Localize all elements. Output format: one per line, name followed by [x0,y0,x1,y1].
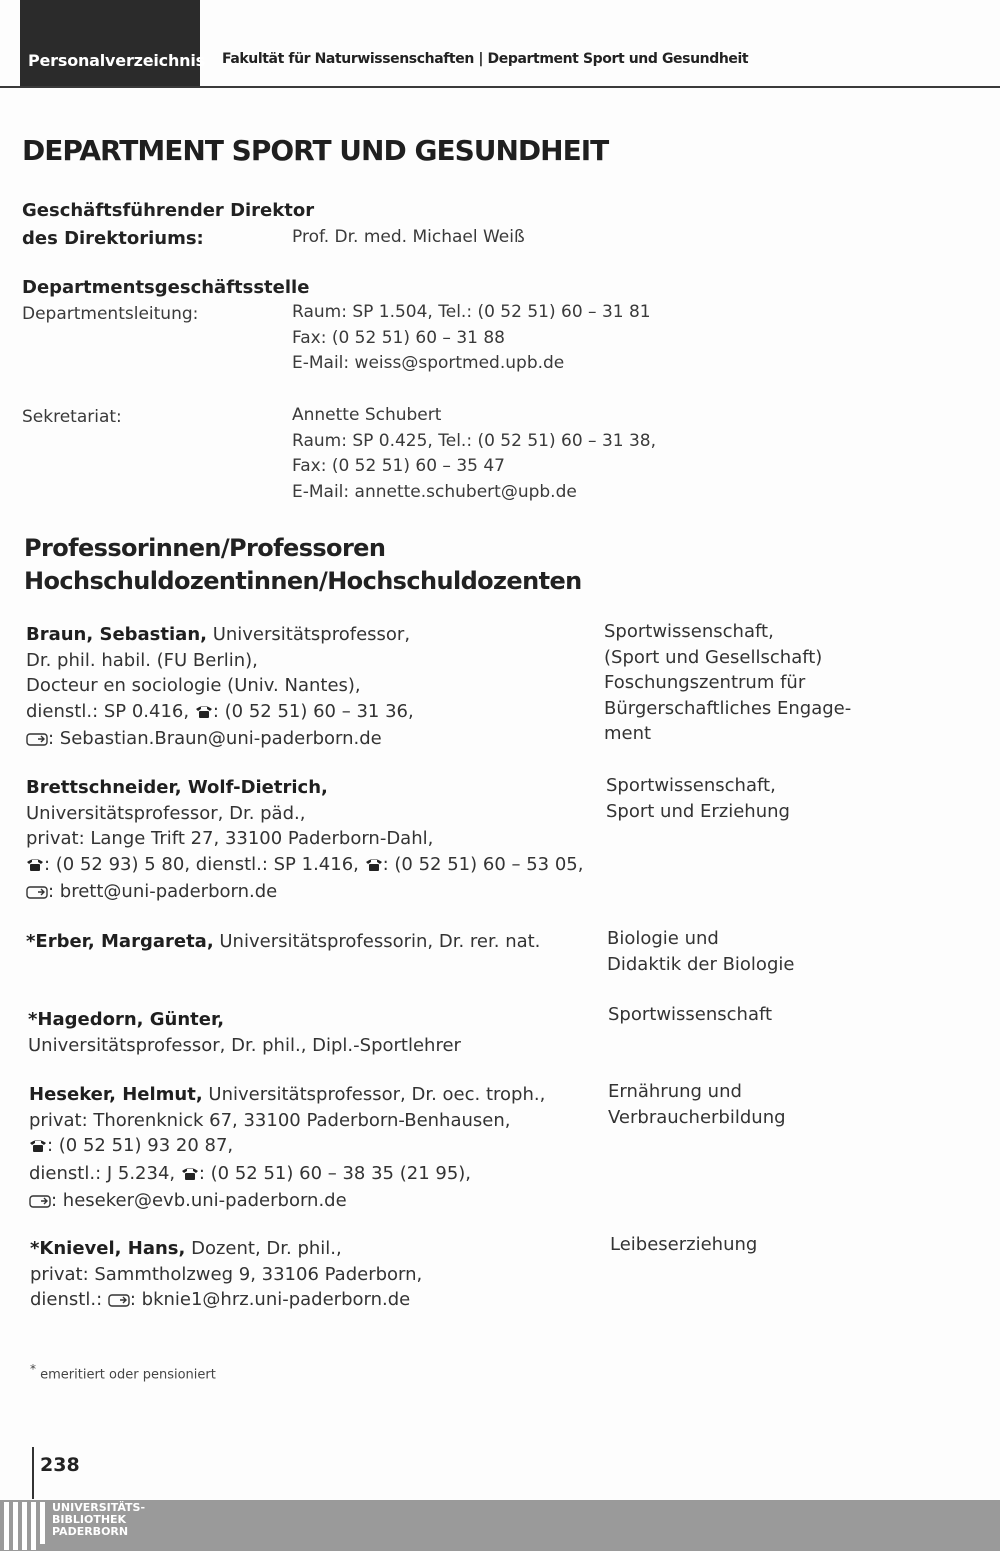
area-line: ment [604,723,652,745]
entry-name: Brettschneider, Wolf-Dietrich, [26,777,328,798]
phone-icon [181,1163,199,1189]
area-line: Didaktik der Biologie [607,953,795,975]
footnote-text: emeritiert oder pensioniert [40,1367,216,1383]
email-icon [26,881,48,907]
area-line: Leibeserziehung [610,1234,758,1255]
entry-name: *Hagedorn, Günter, [28,1009,225,1030]
footnote [30,1362,216,1382]
entry-knievel-area [610,1232,757,1258]
sekretariat-line: E-Mail: annette.schubert@upb.de [292,481,577,502]
section-heading-line2: Hochschuldozentinnen/Hochschuldozenten [24,567,582,595]
entry-phone: : (0 52 51) 60 – 38 35 (21 95), [198,1162,472,1184]
phone-icon [365,854,383,880]
entry-brettschneider-area [606,773,790,824]
sekretariat-line: Annette Schubert [292,405,442,425]
entry-erber [26,929,540,955]
email-icon [26,728,48,754]
email-icon [108,1289,130,1315]
director-name: Prof. Dr. med. Michael Weiß [292,227,525,247]
entry-line: privat: Thorenknick 67, 33100 Paderborn-Benhausen, [29,1109,511,1131]
email-icon [29,1190,51,1216]
page-number-rule [32,1447,34,1499]
footer-bar [0,1500,1000,1551]
library-logo-line: UNIVERSITÄTS- [52,1501,146,1514]
sekretariat-label: Sekretariat: [22,407,122,427]
library-logo-icon [4,1502,48,1550]
area-line: Sportwissenschaft, [604,621,774,642]
entry-title: Universitätsprofessorin, Dr. rer. nat. [213,931,541,952]
entry-office: dienstl.: SP 0.416, [26,700,195,722]
entry-line: Universitätsprofessor, Dr. päd., [26,802,306,824]
area-line: Biologie und [607,928,719,949]
entry-name: Heseker, Helmut, [29,1084,203,1105]
entry-name: *Erber, Margareta, [26,931,214,952]
entry-email: : brett@uni-paderborn.de [48,881,278,903]
area-line: (Sport und Gesellschaft) [604,646,823,668]
entry-heseker [29,1082,545,1216]
area-line: Sport und Erziehung [606,800,790,822]
entry-title: Dozent, Dr. phil., [185,1238,342,1259]
entry-office: dienstl.: [30,1289,108,1311]
area-line: Ernährung und [608,1081,742,1102]
library-logo-text [52,1502,145,1538]
header-divider [0,86,1000,88]
page-number: 238 [40,1454,80,1476]
leitung-line: E-Mail: weiss@sportmed.upb.de [292,353,565,373]
entry-line: Dr. phil. habil. (FU Berlin), [26,649,258,671]
entry-braun [26,622,414,754]
area-line: Sportwissenschaft [608,1004,773,1025]
entry-brettschneider [26,775,583,907]
entry-email: : bknie1@hrz.uni-paderborn.de [129,1289,411,1311]
entry-phone-private: : (0 52 51) 93 20 87, [47,1135,234,1157]
entry-line: Docteur en sociologie (Univ. Nantes), [26,675,361,697]
entry-title: Universitätsprofessor, [206,624,411,645]
entry-heseker-area [608,1079,786,1130]
leitung-line: Fax: (0 52 51) 60 – 31 88 [292,327,505,348]
entry-line: privat: Lange Trift 27, 33100 Paderborn-Dahl, [26,828,434,850]
library-logo-line: PADERBORN [52,1525,129,1538]
area-line: Sportwissenschaft, [606,775,776,796]
area-line: Foschungszentrum für [604,672,806,694]
leitung-label: Departmentsleitung: [22,304,199,324]
header-title: Fakultät für Naturwissenschaften | Department Sport und Gesundheit [222,51,749,67]
sekretariat-line: Raum: SP 0.425, Tel.: (0 52 51) 60 – 31 38, [292,430,657,451]
entry-knievel [30,1236,422,1315]
entry-email: : Sebastian.Braun@uni-paderborn.de [48,728,382,750]
phone-icon [195,701,213,727]
phone-icon [26,854,44,880]
area-line: Bürgerschaftliches Engage- [604,697,852,719]
entry-office: dienstl.: J 5.234, [29,1162,181,1184]
page-title: DEPARTMENT SPORT UND GESUNDHEIT [22,134,609,167]
leitung-line: Raum: SP 1.504, Tel.: (0 52 51) 60 – 31 81 [292,302,651,322]
section-heading [24,532,582,598]
entry-hagedorn-area [608,1002,772,1028]
entry-line: Universitätsprofessor, Dr. phil., Dipl.-Sportlehrer [28,1034,461,1056]
entry-phone: : (0 52 51) 60 – 53 05, [382,853,584,875]
phone-icon [29,1135,47,1161]
entry-hagedorn [28,1007,461,1058]
entry-name: Braun, Sebastian, [26,624,207,645]
director-label-line1: Geschäftsführender Direktor [22,200,315,221]
section-heading-line1: Professorinnen/Professoren [24,534,386,562]
sekretariat-line: Fax: (0 52 51) 60 – 35 47 [292,456,505,476]
library-logo-line: BIBLIOTHEK [52,1513,127,1526]
entry-line: privat: Sammtholzweg 9, 33106 Paderborn, [30,1263,423,1285]
entry-email: : heseker@evb.uni-paderborn.de [51,1190,347,1212]
entry-name: *Knievel, Hans, [30,1238,186,1259]
director-label-line2: des Direktoriums: [22,228,204,249]
entry-title: Universitätsprofessor, Dr. oec. troph., [202,1084,546,1105]
entry-phone: : (0 52 51) 60 – 31 36, [212,700,414,722]
header-tab-label: Personalverzeichnis [28,51,205,70]
entry-braun-area [604,619,851,747]
area-line: Verbraucherbildung [608,1106,786,1128]
header-tab [20,0,205,87]
sekretariat-details [292,403,656,505]
office-heading: Departmentsgeschäftsstelle [22,277,310,298]
leitung-details [292,300,651,377]
entry-phone-private: : (0 52 93) 5 80, dienstl.: SP 1.416, [44,853,365,875]
footnote-mark: * [30,1362,36,1376]
entry-erber-area [607,926,794,977]
